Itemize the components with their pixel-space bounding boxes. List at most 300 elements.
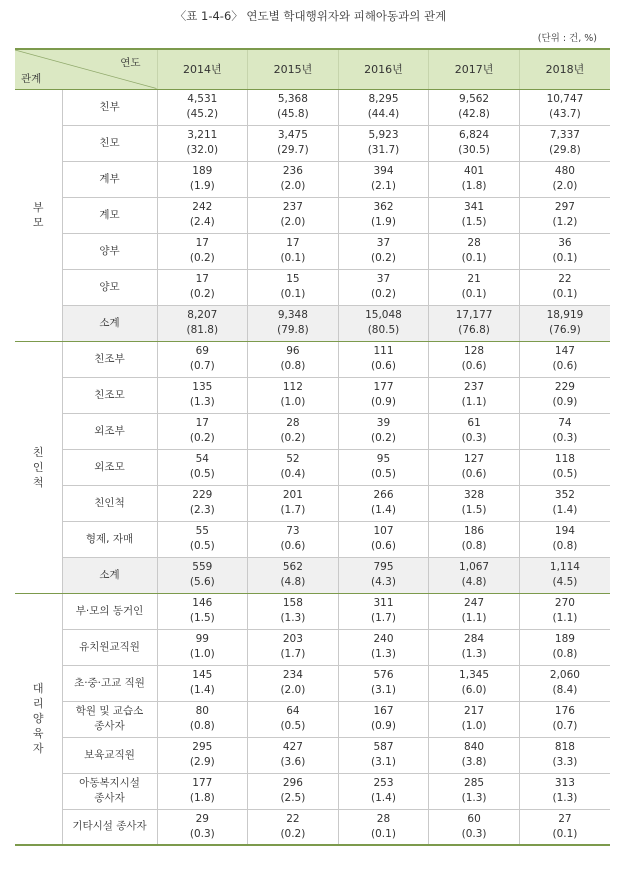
count-value: 17 xyxy=(195,273,209,285)
count-value: 242 xyxy=(192,201,213,213)
value-cell xyxy=(429,233,520,269)
value-cell xyxy=(519,665,610,701)
category-cell xyxy=(62,773,157,809)
percent-value: (4.5) xyxy=(552,576,578,588)
category-label: 계부 xyxy=(99,172,120,185)
percent-value: (2.5) xyxy=(280,792,306,804)
count-value: 576 xyxy=(373,669,394,681)
count-value: 201 xyxy=(282,489,303,501)
value-cell xyxy=(248,701,339,737)
percent-value: (1.0) xyxy=(189,648,215,660)
percent-value: (2.1) xyxy=(371,180,396,192)
year-header: 2017년 xyxy=(429,49,520,89)
group-label-char: 인 xyxy=(32,460,44,474)
category-label: 부·모의 동거인 xyxy=(75,604,144,617)
percent-value: (2.0) xyxy=(280,180,306,192)
value-cell xyxy=(248,161,339,197)
value-cell xyxy=(519,197,610,233)
group-label-char: 척 xyxy=(32,475,44,489)
count-value: 176 xyxy=(554,705,575,717)
category-label: 친모 xyxy=(99,136,120,149)
percent-value: (0.8) xyxy=(280,360,306,372)
percent-value: (0.4) xyxy=(280,468,306,480)
count-value: 36 xyxy=(558,237,572,249)
value-cell xyxy=(157,521,248,557)
table-body xyxy=(15,89,610,845)
category-cell xyxy=(62,593,157,629)
percent-value: (29.8) xyxy=(549,144,581,156)
count-value: 295 xyxy=(192,741,213,753)
percent-value: (0.2) xyxy=(371,288,396,300)
count-value: 60 xyxy=(467,812,481,825)
category-label: 기타시설 종사자 xyxy=(72,820,147,833)
category-label-line2: 종사자 xyxy=(94,792,125,804)
diagonal-header-cell xyxy=(15,49,157,89)
count-value: 341 xyxy=(464,201,485,213)
count-value: 285 xyxy=(464,777,485,789)
group-label-char: 모 xyxy=(32,216,44,229)
value-cell xyxy=(157,269,248,305)
percent-value: (2.0) xyxy=(552,180,578,192)
value-cell xyxy=(429,125,520,161)
value-cell xyxy=(519,449,610,485)
percent-value: (5.6) xyxy=(189,576,215,588)
count-value: 80 xyxy=(195,705,209,717)
value-cell xyxy=(519,161,610,197)
percent-value: (42.8) xyxy=(458,108,490,120)
value-cell xyxy=(248,89,339,125)
count-value: 21 xyxy=(467,273,481,285)
percent-value: (0.1) xyxy=(552,252,578,264)
value-cell xyxy=(248,341,339,377)
table-row xyxy=(15,593,610,629)
count-value: 111 xyxy=(373,345,394,357)
value-cell xyxy=(248,233,339,269)
count-value: 559 xyxy=(192,561,213,573)
value-cell xyxy=(519,233,610,269)
value-cell xyxy=(519,89,610,125)
category-cell xyxy=(62,413,157,449)
value-cell xyxy=(338,593,429,629)
count-value: 61 xyxy=(467,417,481,429)
percent-value: (0.2) xyxy=(189,288,215,300)
value-cell xyxy=(429,341,520,377)
count-value: 112 xyxy=(282,381,303,393)
percent-value: (3.6) xyxy=(280,756,306,768)
category-cell xyxy=(62,161,157,197)
count-value: 177 xyxy=(373,381,394,393)
count-value: 237 xyxy=(464,381,485,393)
category-cell xyxy=(62,377,157,413)
percent-value: (0.8) xyxy=(461,540,487,552)
year-header: 2018년 xyxy=(519,49,610,89)
percent-value: (3.8) xyxy=(461,756,487,768)
category-cell xyxy=(62,485,157,521)
count-value: 229 xyxy=(554,381,575,393)
count-value: 4,531 xyxy=(187,93,218,105)
percent-value: (0.9) xyxy=(371,396,396,408)
percent-value: (1.3) xyxy=(461,792,487,804)
value-cell xyxy=(338,665,429,701)
category-cell xyxy=(62,701,157,737)
count-value: 9,562 xyxy=(459,93,490,105)
value-cell xyxy=(519,269,610,305)
percent-value: (0.8) xyxy=(552,648,578,660)
percent-value: (44.4) xyxy=(367,108,400,120)
value-cell xyxy=(429,485,520,521)
value-cell xyxy=(248,125,339,161)
count-value: 22 xyxy=(558,273,572,285)
percent-value: (0.3) xyxy=(461,827,487,840)
count-value: 146 xyxy=(192,597,213,609)
year-header: 2015년 xyxy=(248,49,339,89)
category-label: 외조모 xyxy=(94,460,125,473)
percent-value: (0.3) xyxy=(552,432,578,444)
category-cell xyxy=(62,125,157,161)
percent-value: (1.2) xyxy=(552,216,578,228)
value-cell xyxy=(157,737,248,773)
value-cell xyxy=(248,305,339,341)
percent-value: (0.5) xyxy=(552,468,578,480)
count-value: 217 xyxy=(464,705,485,717)
percent-value: (1.3) xyxy=(552,792,578,804)
value-cell xyxy=(429,161,520,197)
value-cell xyxy=(519,629,610,665)
count-value: 69 xyxy=(195,345,209,357)
count-value: 15,048 xyxy=(365,309,402,321)
percent-value: (0.6) xyxy=(371,360,396,372)
value-cell xyxy=(338,449,429,485)
count-value: 311 xyxy=(373,597,394,609)
count-value: 296 xyxy=(282,777,303,789)
percent-value: (3.1) xyxy=(371,756,396,768)
value-cell xyxy=(429,665,520,701)
percent-value: (0.8) xyxy=(189,720,215,732)
group-label-char: 친 xyxy=(32,445,44,459)
percent-value: (1.7) xyxy=(371,612,396,624)
value-cell xyxy=(519,737,610,773)
count-value: 28 xyxy=(376,812,391,825)
percent-value: (0.9) xyxy=(371,720,396,732)
year-header: 2016년 xyxy=(338,49,429,89)
value-cell xyxy=(519,377,610,413)
count-value: 99 xyxy=(195,633,209,645)
count-value: 270 xyxy=(554,597,575,609)
percent-value: (0.1) xyxy=(461,288,487,300)
percent-value: (76.8) xyxy=(458,324,490,336)
relation-header-label: 관계 xyxy=(21,72,42,85)
percent-value: (31.7) xyxy=(367,144,400,156)
category-cell xyxy=(62,305,157,341)
percent-value: (1.3) xyxy=(280,612,306,624)
category-label: 친조모 xyxy=(94,388,125,401)
value-cell xyxy=(519,521,610,557)
percent-value: (1.3) xyxy=(461,648,487,660)
percent-value: (45.8) xyxy=(277,108,309,120)
percent-value: (0.3) xyxy=(461,432,487,444)
value-cell xyxy=(429,557,520,593)
count-value: 297 xyxy=(554,201,575,213)
percent-value: (8.4) xyxy=(552,684,578,696)
count-value: 795 xyxy=(373,561,394,573)
value-cell xyxy=(519,125,610,161)
group-label-char: 양 xyxy=(32,712,44,726)
percent-value: (0.1) xyxy=(552,288,578,300)
count-value: 29 xyxy=(195,812,209,825)
percent-value: (0.2) xyxy=(280,432,306,444)
count-value: 480 xyxy=(554,165,575,177)
category-label-line2: 종사자 xyxy=(94,720,125,732)
value-cell xyxy=(157,125,248,161)
category-label: 친부 xyxy=(99,100,120,113)
table-row xyxy=(15,341,610,377)
count-value: 189 xyxy=(192,165,213,177)
count-value: 147 xyxy=(554,345,575,357)
percent-value: (80.5) xyxy=(367,324,400,336)
table-row xyxy=(15,449,610,485)
category-cell xyxy=(62,629,157,665)
value-cell xyxy=(338,809,429,845)
value-cell xyxy=(429,269,520,305)
table-row xyxy=(15,269,610,305)
percent-value: (2.9) xyxy=(189,756,215,768)
percent-value: (0.2) xyxy=(280,827,306,840)
table-row xyxy=(15,89,610,125)
value-cell xyxy=(429,737,520,773)
group-label-char: 대 xyxy=(32,682,44,696)
count-value: 177 xyxy=(192,777,213,789)
count-value: 74 xyxy=(558,417,572,429)
value-cell xyxy=(157,809,248,845)
value-cell xyxy=(519,809,610,845)
value-cell xyxy=(157,773,248,809)
category-label: 학원 및 교습소 xyxy=(75,705,144,717)
count-value: 37 xyxy=(376,273,391,285)
percent-value: (45.2) xyxy=(186,108,219,120)
percent-value: (2.3) xyxy=(189,504,215,516)
value-cell xyxy=(157,629,248,665)
count-value: 352 xyxy=(554,489,575,501)
percent-value: (4.8) xyxy=(461,576,487,588)
value-cell xyxy=(157,305,248,341)
percent-value: (1.3) xyxy=(371,648,396,660)
count-value: 54 xyxy=(195,453,209,465)
value-cell xyxy=(157,341,248,377)
count-value: 167 xyxy=(373,705,394,717)
percent-value: (1.7) xyxy=(280,504,306,516)
count-value: 158 xyxy=(282,597,303,609)
value-cell xyxy=(338,341,429,377)
value-cell xyxy=(157,89,248,125)
percent-value: (0.3) xyxy=(189,827,215,840)
value-cell xyxy=(519,341,610,377)
count-value: 362 xyxy=(373,201,394,213)
percent-value: (43.7) xyxy=(549,108,581,120)
percent-value: (0.6) xyxy=(280,540,306,552)
value-cell xyxy=(157,413,248,449)
value-cell xyxy=(338,161,429,197)
count-value: 9,348 xyxy=(277,309,308,321)
value-cell xyxy=(519,593,610,629)
category-label: 유치원교직원 xyxy=(79,640,140,653)
count-value: 64 xyxy=(286,705,300,717)
value-cell xyxy=(338,269,429,305)
value-cell xyxy=(248,773,339,809)
percent-value: (2.0) xyxy=(280,684,306,696)
value-cell xyxy=(157,197,248,233)
count-value: 17 xyxy=(195,417,209,429)
value-cell xyxy=(338,485,429,521)
value-cell xyxy=(338,305,429,341)
percent-value: (2.4) xyxy=(189,216,215,228)
category-cell xyxy=(62,233,157,269)
count-value: 7,337 xyxy=(549,129,580,141)
value-cell xyxy=(519,413,610,449)
table-row xyxy=(15,197,610,233)
percent-value: (1.4) xyxy=(189,684,215,696)
percent-value: (0.5) xyxy=(189,468,215,480)
value-cell xyxy=(157,593,248,629)
count-value: 6,824 xyxy=(459,129,490,141)
value-cell xyxy=(519,305,610,341)
percent-value: (0.1) xyxy=(280,252,306,264)
group-label-char: 육 xyxy=(32,727,44,741)
category-label: 형제, 자매 xyxy=(85,532,134,545)
value-cell xyxy=(157,665,248,701)
table-row xyxy=(15,737,610,773)
table-row xyxy=(15,521,610,557)
percent-value: (0.1) xyxy=(371,827,396,840)
percent-value: (1.9) xyxy=(371,216,396,228)
table-row xyxy=(15,773,610,809)
table-row xyxy=(15,233,610,269)
percent-value: (0.1) xyxy=(461,252,487,264)
count-value: 3,475 xyxy=(277,129,308,141)
percent-value: (4.8) xyxy=(280,576,306,588)
value-cell xyxy=(248,377,339,413)
value-cell xyxy=(248,593,339,629)
percent-value: (0.1) xyxy=(280,288,306,300)
count-value: 240 xyxy=(373,633,394,645)
count-value: 237 xyxy=(282,201,303,213)
percent-value: (1.4) xyxy=(371,504,396,516)
count-value: 17 xyxy=(195,237,209,249)
value-cell xyxy=(157,377,248,413)
count-value: 17 xyxy=(286,237,300,249)
category-cell xyxy=(62,197,157,233)
value-cell xyxy=(157,161,248,197)
category-label: 초·중·고교 직원 xyxy=(74,676,145,689)
count-value: 118 xyxy=(554,453,575,465)
count-value: 234 xyxy=(282,669,303,681)
category-cell xyxy=(62,341,157,377)
percent-value: (1.5) xyxy=(461,504,487,516)
count-value: 401 xyxy=(464,165,485,177)
percent-value: (4.3) xyxy=(371,576,396,588)
category-label: 친인척 xyxy=(94,496,125,509)
value-cell xyxy=(429,413,520,449)
count-value: 328 xyxy=(464,489,485,501)
group-label-char: 부 xyxy=(32,201,44,214)
count-value: 107 xyxy=(373,525,394,537)
category-label: 양부 xyxy=(99,244,120,257)
category-cell xyxy=(62,737,157,773)
value-cell xyxy=(248,737,339,773)
count-value: 18,919 xyxy=(546,309,584,321)
category-label: 양모 xyxy=(99,280,120,293)
percent-value: (0.5) xyxy=(371,468,396,480)
percent-value: (0.5) xyxy=(280,720,306,732)
value-cell xyxy=(338,125,429,161)
count-value: 22 xyxy=(286,812,300,825)
unit-note: (단위 : 건, %) xyxy=(537,33,597,44)
value-cell xyxy=(338,773,429,809)
category-label: 보육교직원 xyxy=(84,748,135,761)
percent-value: (1.0) xyxy=(461,720,487,732)
percent-value: (2.0) xyxy=(280,216,306,228)
count-value: 1,345 xyxy=(459,669,490,681)
percent-value: (0.7) xyxy=(189,360,215,372)
count-value: 284 xyxy=(464,633,485,645)
group-label xyxy=(15,341,62,593)
percent-value: (1.1) xyxy=(552,612,578,624)
percent-value: (1.5) xyxy=(461,216,487,228)
count-value: 128 xyxy=(464,345,485,357)
category-label: 소계 xyxy=(99,568,120,581)
percent-value: (0.2) xyxy=(189,252,215,264)
value-cell xyxy=(429,521,520,557)
percent-value: (1.7) xyxy=(280,648,306,660)
category-cell xyxy=(62,557,157,593)
table-row xyxy=(15,377,610,413)
percent-value: (29.7) xyxy=(277,144,309,156)
percent-value: (0.2) xyxy=(371,252,396,264)
count-value: 247 xyxy=(464,597,485,609)
count-value: 587 xyxy=(373,741,394,753)
group-label-char: 리 xyxy=(32,697,44,711)
percent-value: (0.6) xyxy=(371,540,396,552)
count-value: 394 xyxy=(373,165,394,177)
value-cell xyxy=(248,809,339,845)
value-cell xyxy=(338,197,429,233)
count-value: 39 xyxy=(376,417,391,429)
category-cell xyxy=(62,521,157,557)
value-cell xyxy=(429,809,520,845)
value-cell xyxy=(157,701,248,737)
value-cell xyxy=(248,521,339,557)
percent-value: (3.3) xyxy=(552,756,578,768)
count-value: 253 xyxy=(373,777,394,789)
value-cell xyxy=(338,737,429,773)
percent-value: (0.5) xyxy=(189,540,215,552)
percent-value: (0.6) xyxy=(461,360,487,372)
value-cell xyxy=(429,629,520,665)
count-value: 186 xyxy=(464,525,485,537)
percent-value: (1.5) xyxy=(189,612,215,624)
table-row xyxy=(15,629,610,665)
percent-value: (0.8) xyxy=(552,540,578,552)
count-value: 229 xyxy=(192,489,213,501)
percent-value: (1.9) xyxy=(189,180,215,192)
percent-value: (1.0) xyxy=(280,396,306,408)
percent-value: (76.9) xyxy=(549,324,581,336)
count-value: 145 xyxy=(192,669,213,681)
value-cell xyxy=(429,197,520,233)
percent-value: (1.1) xyxy=(461,612,487,624)
group-label-char: 자 xyxy=(32,742,44,756)
group-label xyxy=(15,593,62,845)
value-cell xyxy=(429,377,520,413)
